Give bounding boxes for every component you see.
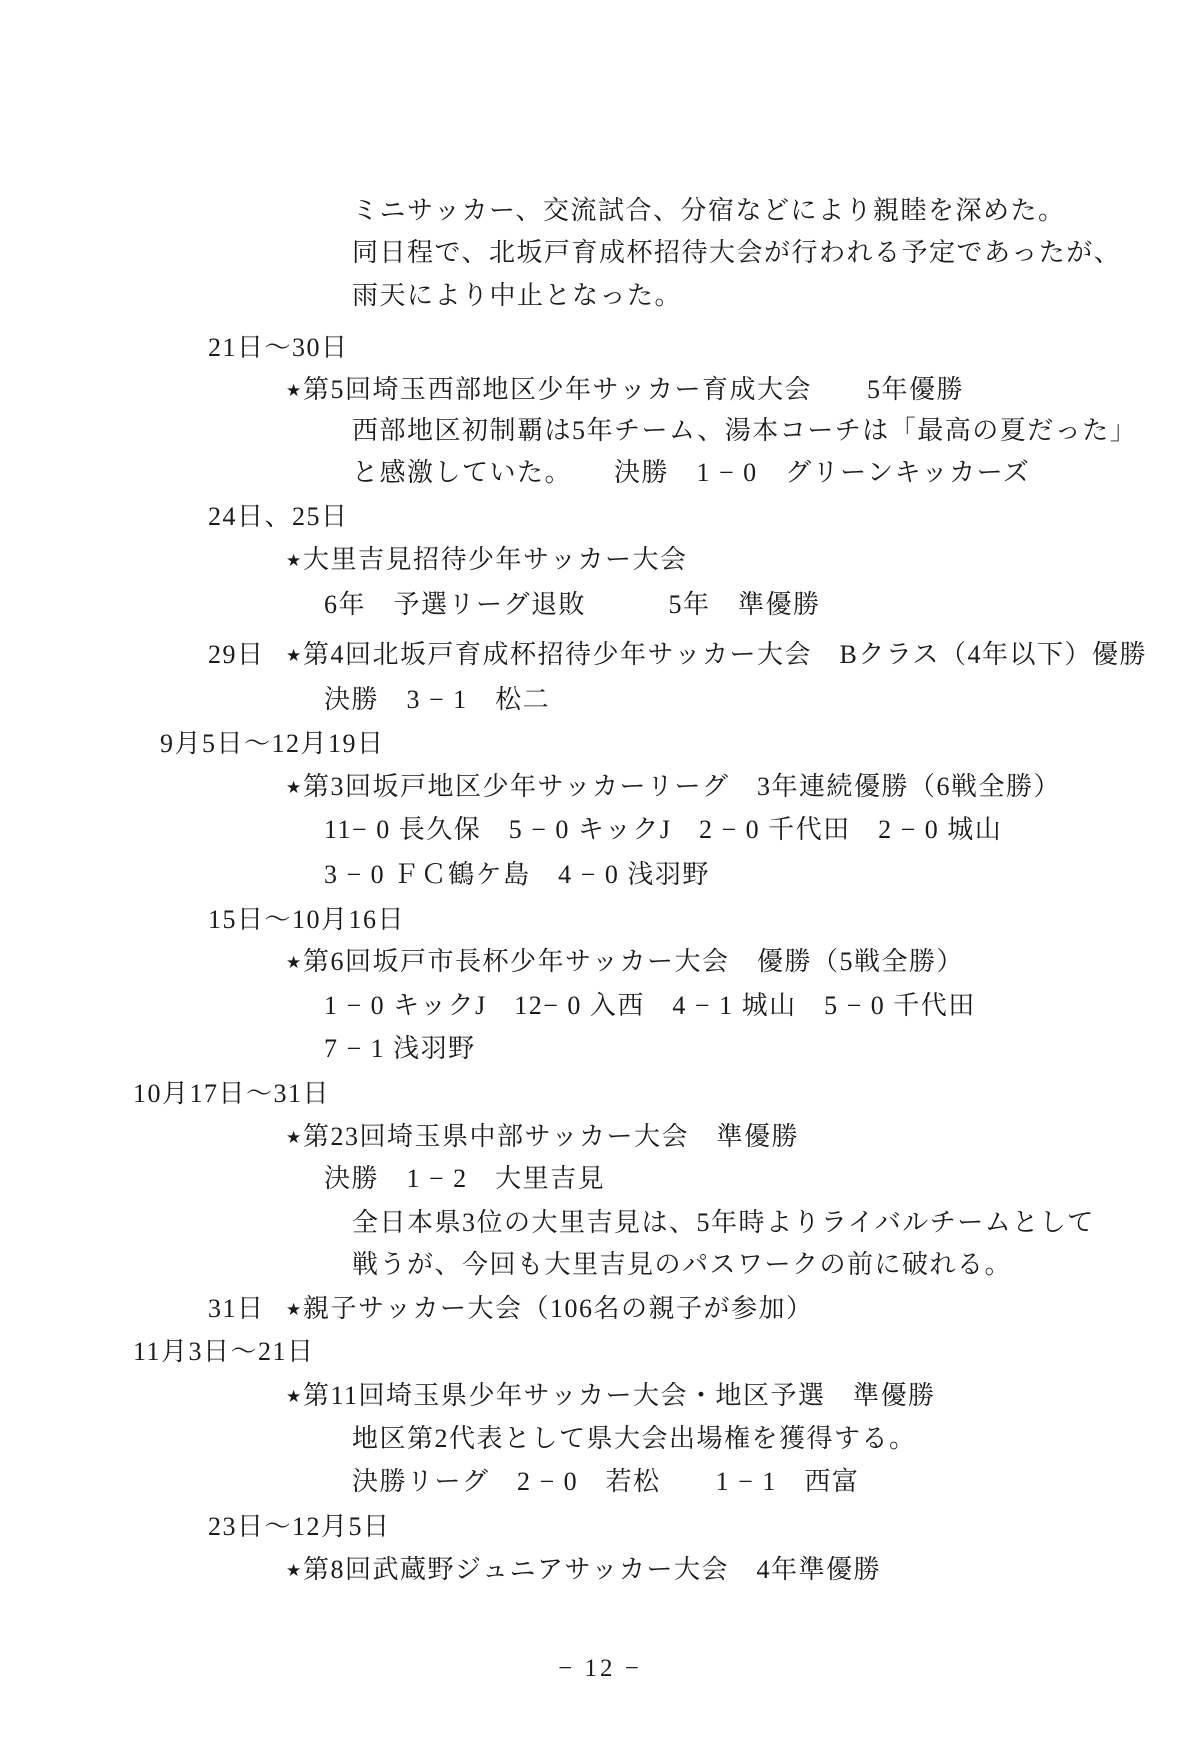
text-line [0, 238, 1200, 272]
line-text: 1 − 0 キックJ 12− 0 入西 4 − 1 城山 5 − 0 千代田 [324, 991, 976, 1020]
line-text: 大里吉見招待少年サッカー大会 [303, 545, 688, 574]
line-text: 第4回北坂戸育成杯招待少年サッカー大会 Bクラス（4年以下）優勝 [303, 640, 1148, 669]
star-icon: ★ [286, 381, 303, 400]
line-text: 11− 0 長久保 5 − 0 キックJ 2 − 0 千代田 2 − 0 城山 [324, 815, 1003, 844]
text-line [0, 1467, 1200, 1501]
star-icon: ★ [286, 646, 303, 665]
text-line [0, 729, 1200, 763]
line-text: 決勝 3 − 1 松二 [324, 685, 551, 714]
text-line [0, 502, 1200, 536]
text-line [0, 685, 1200, 719]
text-line [0, 1164, 1200, 1198]
line-text: 7 − 1 浅羽野 [324, 1034, 476, 1063]
line-text: ミニサッカー、交流試合、分宿などにより親睦を深めた。 [352, 196, 1066, 225]
text-line [0, 1381, 1200, 1415]
text-line [0, 1294, 1200, 1328]
text-line [0, 590, 1200, 624]
text-line [0, 815, 1200, 849]
star-icon: ★ [286, 1128, 303, 1147]
text-line [0, 416, 1200, 450]
text-line [0, 1079, 1200, 1113]
line-text: 10月17日〜31日 [133, 1079, 331, 1108]
star-icon: ★ [286, 1300, 303, 1319]
text-line [0, 1208, 1200, 1242]
text-line [0, 772, 1200, 806]
text-line [0, 905, 1200, 939]
text-line [0, 640, 1200, 674]
line-text: 第11回埼玉県少年サッカー大会・地区予選 準優勝 [303, 1381, 936, 1410]
star-icon: ★ [286, 551, 303, 570]
text-line [0, 1034, 1200, 1068]
line-text: 戦うが、今回も大里吉見のパスワークの前に破れる。 [352, 1250, 1013, 1279]
line-text: 第3回坂戸地区少年サッカーリーグ 3年連続優勝（6戦全勝） [303, 772, 1061, 801]
line-text: 決勝リーグ 2 − 0 若松 1 − 1 西富 [352, 1467, 860, 1496]
line-text: 親子サッカー大会（106名の親子が参加） [303, 1294, 814, 1323]
star-icon: ★ [286, 953, 303, 972]
line-text: 第23回埼玉県中部サッカー大会 準優勝 [303, 1122, 799, 1151]
line-text: 第5回埼玉西部地区少年サッカー育成大会 5年優勝 [303, 375, 964, 404]
line-text: 決勝 1 − 2 大里吉見 [324, 1164, 606, 1193]
text-line [0, 1424, 1200, 1458]
line-text: 同日程で、北坂戸育成杯招待大会が行われる予定であったが、 [352, 238, 1122, 267]
text-line [0, 947, 1200, 981]
line-text: 24日、25日 [208, 502, 349, 531]
line-text: 全日本県3位の大里吉見は、5年時よりライバルチームとして [352, 1208, 1095, 1237]
text-line [0, 458, 1200, 492]
text-line [0, 545, 1200, 579]
text-line [0, 860, 1200, 894]
text-line [0, 375, 1200, 409]
text-line [0, 196, 1200, 230]
text-line [0, 1250, 1200, 1284]
text-line [0, 1122, 1200, 1156]
line-text: 23日〜12月5日 [208, 1512, 391, 1541]
line-text: 第8回武蔵野ジュニアサッカー大会 4年準優勝 [303, 1555, 881, 1584]
line-text: 31日 [208, 1294, 265, 1323]
star-icon: ★ [286, 1561, 303, 1580]
text-line [0, 991, 1200, 1025]
line-text: 第6回坂戸市長杯少年サッカー大会 優勝（5戦全勝） [303, 947, 964, 976]
text-line [0, 1337, 1200, 1371]
text-line [0, 1555, 1200, 1589]
line-text: 29日 [208, 640, 265, 669]
text-line [0, 1512, 1200, 1546]
line-text: 9月5日〜12月19日 [160, 729, 385, 758]
text-line [0, 333, 1200, 367]
line-text: 21日〜30日 [208, 333, 349, 362]
line-text: 雨天により中止となった。 [352, 281, 683, 310]
line-text: 西部地区初制覇は5年チーム、湯本コーチは「最高の夏だった」 [352, 416, 1138, 445]
text-line [0, 281, 1200, 315]
star-icon: ★ [286, 1387, 303, 1406]
line-text: 6年 予選リーグ退敗 5年 準優勝 [324, 590, 821, 619]
line-text: 地区第2代表として県大会出場権を獲得する。 [352, 1424, 917, 1453]
line-text: と感激していた。 決勝 1 − 0 グリーンキッカーズ [352, 458, 1031, 487]
line-text: 15日〜10月16日 [208, 905, 406, 934]
page-number: − 12 − [558, 1655, 642, 1682]
star-icon: ★ [286, 778, 303, 797]
line-text: 3 − 0 ＦＣ鶴ケ島 4 − 0 浅羽野 [324, 860, 710, 889]
line-text: 11月3日〜21日 [133, 1337, 315, 1366]
